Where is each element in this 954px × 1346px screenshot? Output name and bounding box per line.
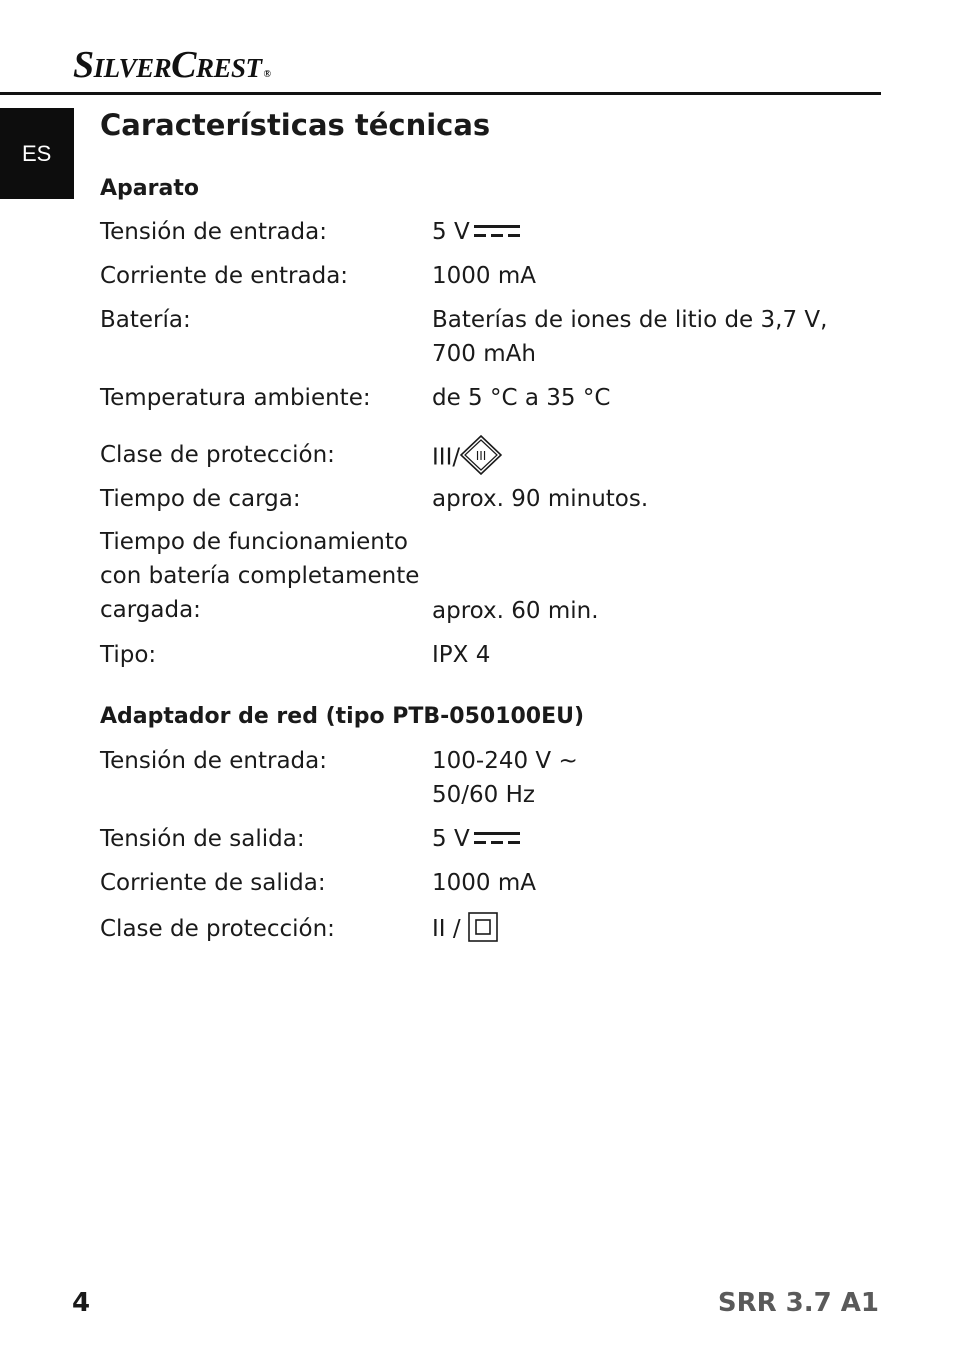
device-heading: Aparato [100,176,199,201]
brand-logo: SilverCrest ® [73,44,271,86]
header-rule [0,92,881,95]
language-label: ES [22,140,52,166]
spec-value: aprox. 60 min. [432,598,599,624]
spec-label: Tensión de entrada: [100,219,328,245]
spec-value: 1000 mA [432,870,536,896]
spec-value: 1000 mA [432,263,536,289]
spec-label: Clase de protección: [100,916,335,942]
spec-label: Batería: [100,307,191,333]
page-title: Características técnicas [100,108,491,142]
spec-label: Temperatura ambiente: [100,385,371,411]
dc-symbol-icon [474,224,520,238]
spec-value: 100-240 V ~ 50/60 Hz [432,748,578,808]
spec-label: Corriente de entrada: [100,263,349,289]
spec-value: aprox. 90 minutos. [432,486,649,512]
spec-value: IPX 4 [432,642,491,668]
spec-value: III/ III [432,438,872,478]
spec-label: Tensión de entrada: [100,748,328,774]
spec-label: Tiempo de carga: [100,486,301,512]
spec-value: 5 V [432,822,872,856]
dc-symbol-icon [474,831,520,845]
spec-label: Clase de protección: [100,442,335,468]
spec-label: Tensión de salida: [100,826,305,852]
spec-label: Tiempo de funcionamiento con batería completamente cargada: [100,529,420,623]
spec-value: II / [432,912,872,946]
spec-label: Corriente de salida: [100,870,326,896]
spec-value: 5 V [432,215,872,249]
spec-value: Baterías de iones de litio de 3,7 V, 700 mAh [432,307,828,367]
model-number: SRR 3.7 A1 [717,1288,879,1318]
language-tab [0,108,74,199]
page-number: 4 [72,1288,91,1318]
protection-class-iii-icon [460,435,502,475]
adapter-heading: Adaptador de red (tipo PTB-050100EU) [100,704,585,729]
protection-class-ii-icon [468,912,498,942]
protection-class-iii-text: III [475,449,487,463]
spec-label: Tipo: [100,642,157,668]
spec-value: de 5 °C a 35 °C [432,385,611,411]
